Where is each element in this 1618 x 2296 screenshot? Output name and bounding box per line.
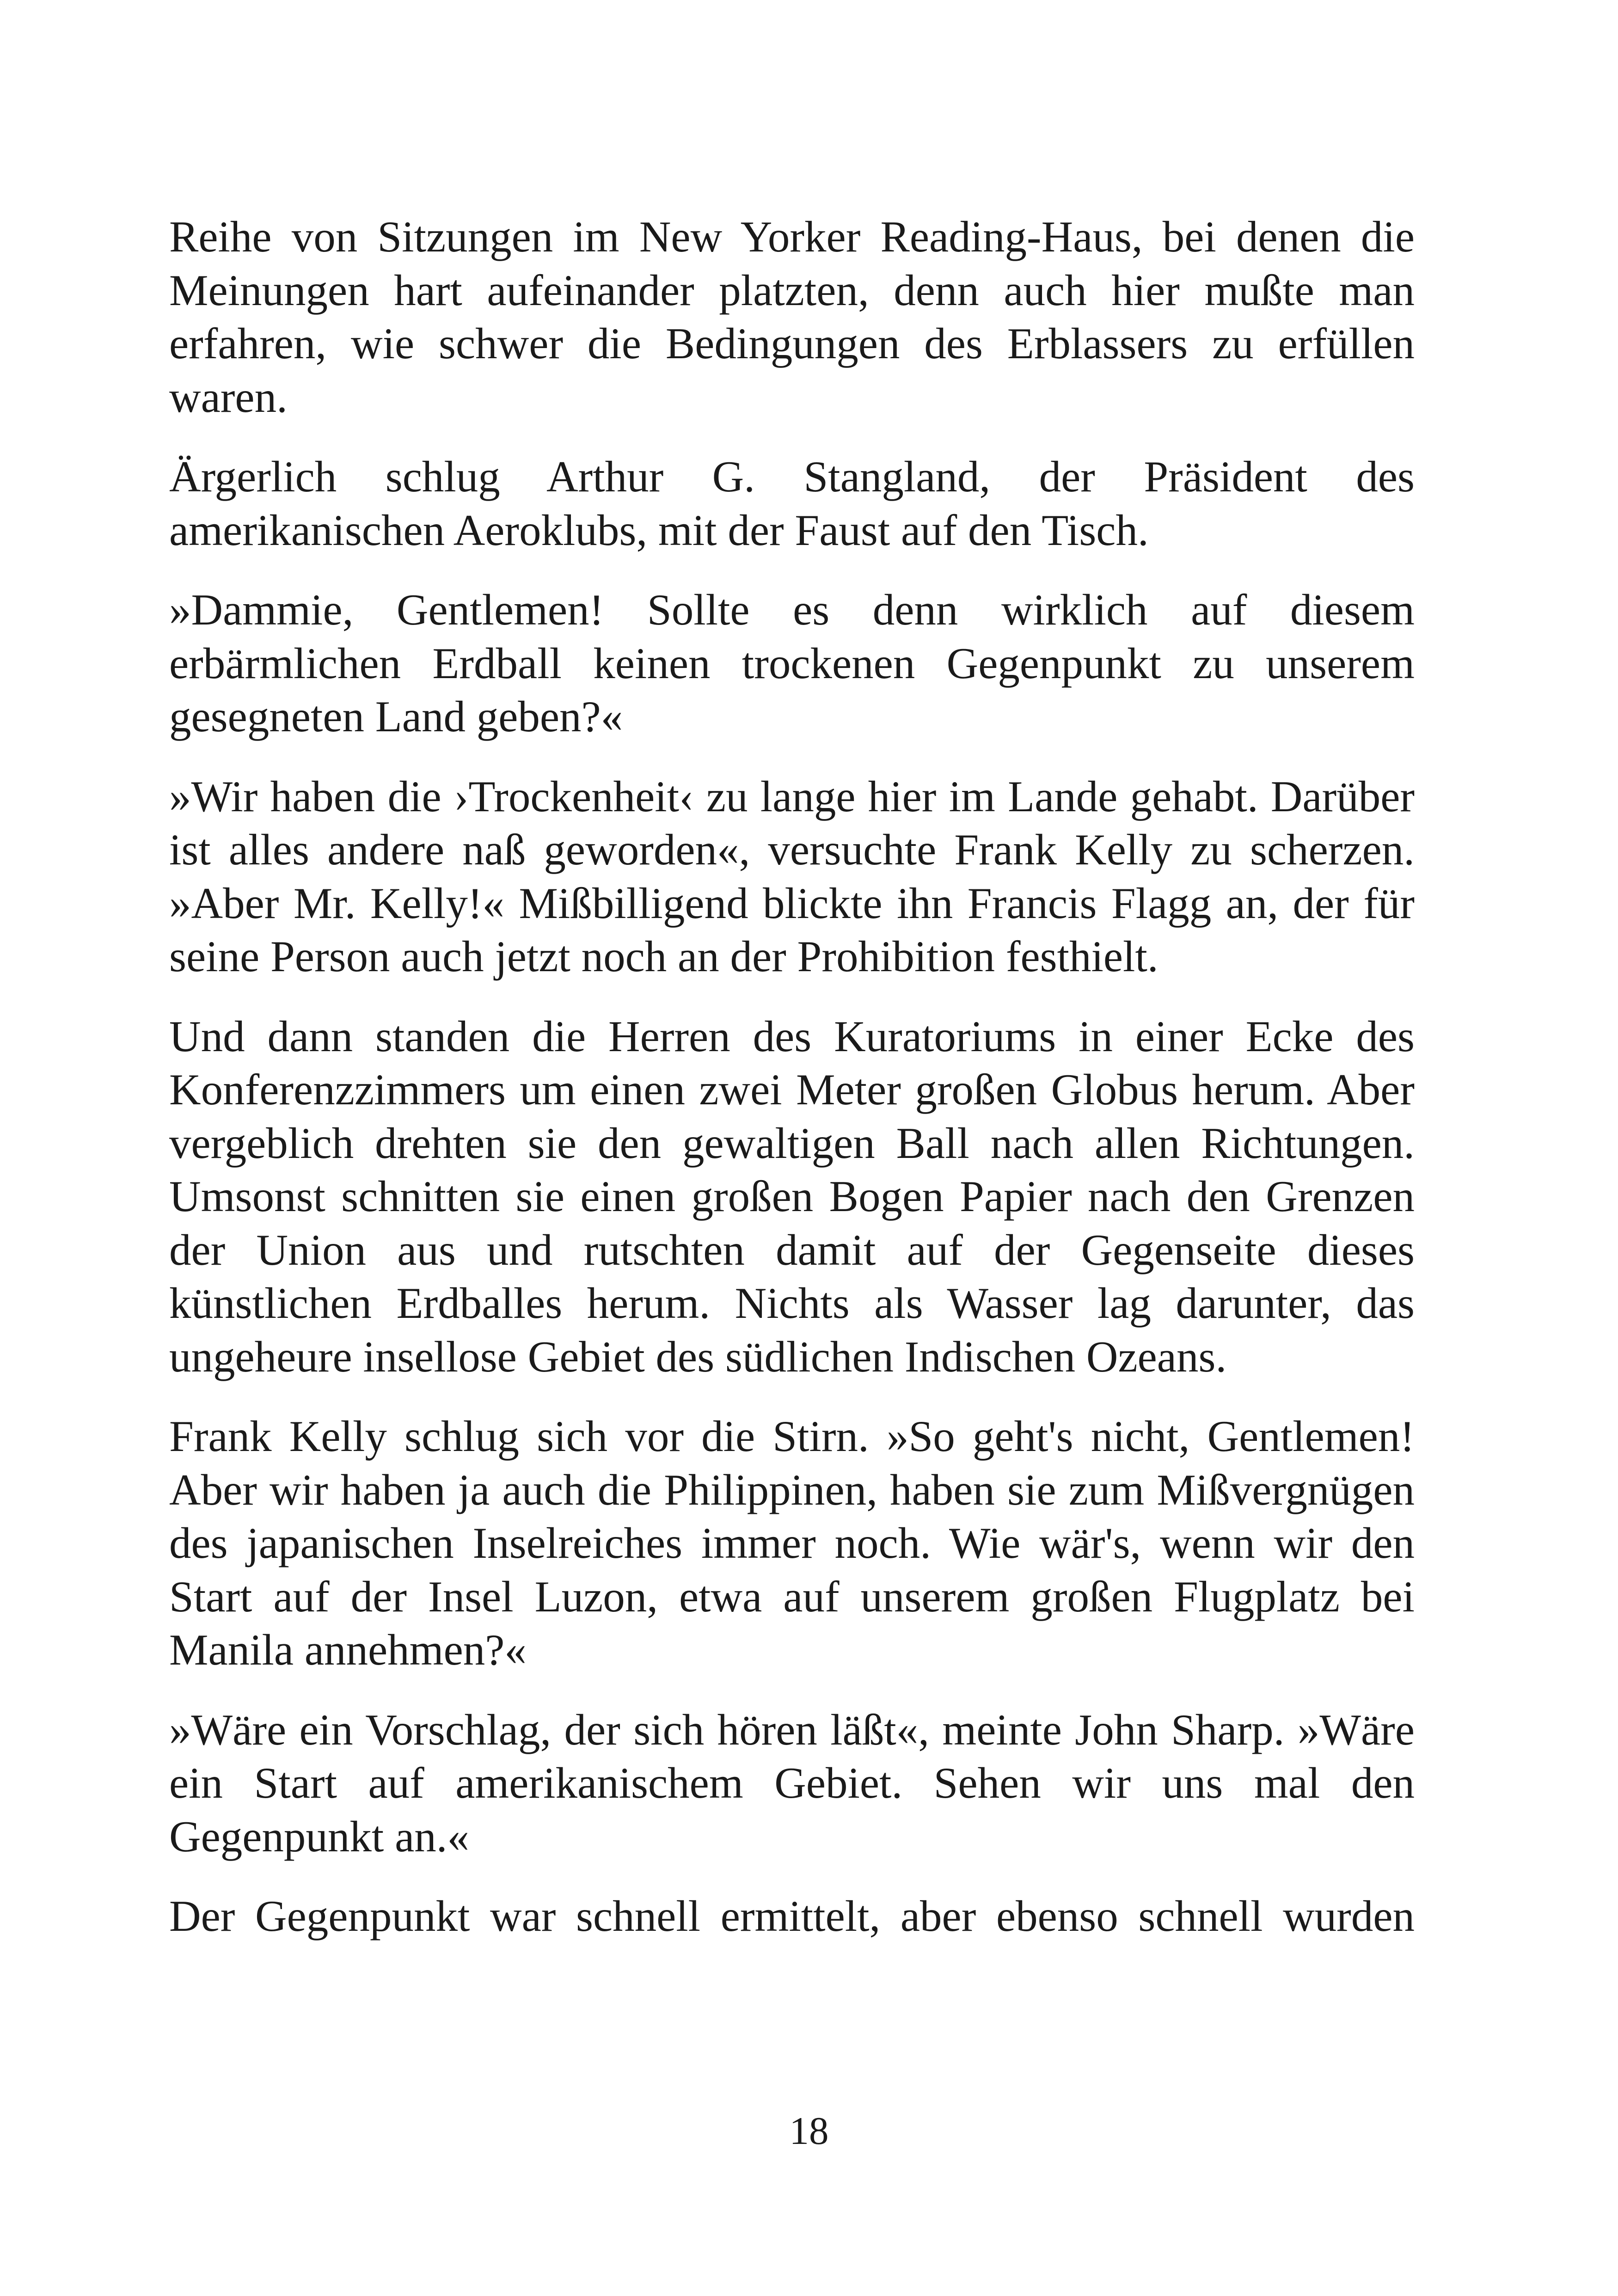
paragraph-8: Der Gegenpunkt war schnell ermittelt, aber ebenso schnell wurden: [169, 1892, 1415, 1941]
paragraph-1: Reihe von Sitzungen im New Yorker Reading-Haus, bei denen die Meinungen hart aufeinander platzten, denn auch hier mußte man erfahren, wie schwer die Bedingungen des Erblassers zu erfüllen waren.: [169, 212, 1415, 422]
paragraph-7: »Wäre ein Vorschlag, der sich hören läßt«, meinte John Sharp. »Wäre ein Start auf amerikanischem Gebiet. Sehen wir uns mal den Gegenpunkt an.«: [169, 1705, 1415, 1861]
paragraph-6: Frank Kelly schlug sich vor die Stirn. »So geht's nicht, Gentlemen! Aber wir haben ja auch die Philippinen, haben sie zum Mißvergnügen des japanischen Inselreiches immer noch. Wie wär's, wenn wir den Start auf der Insel Luzon, etwa auf unserem großen Flugplatz bei Manila annehmen?«: [169, 1412, 1415, 1674]
paragraph-5: Und dann standen die Herren des Kuratoriums in einer Ecke des Konferenzzimmers um einen zwei Meter großen Globus herum. Aber vergeblich drehten sie den gewaltigen Ball nach allen Richtungen. Umsonst schnitten sie einen großen Bogen Papier nach den Grenzen der Union aus und rutschten damit auf der Gegenseite dieses künstlichen Erdballes herum. Nichts als Wasser lag darunter, das ungeheure insellose Gebiet des südlichen Indischen Ozeans.: [169, 1011, 1415, 1381]
body-text: [169, 210, 1415, 1943]
paragraph-3: »Dammie, Gentlemen! Sollte es denn wirklich auf diesem erbärmlichen Erdball keinen trockenen Gegenpunkt zu unserem gesegneten Land geben?«: [169, 585, 1415, 741]
paragraph-2: Ärgerlich schlug Arthur G. Stangland, der Präsident des amerikanischen Aeroklubs, mit der Faust auf den Tisch.: [169, 452, 1415, 555]
page-number: 18: [789, 2109, 829, 2153]
paragraph-4: »Wir haben die ›Trockenheit‹ zu lange hier im Lande gehabt. Darüber ist alles andere naß geworden«, versuchte Frank Kelly zu scherzen. »Aber Mr. Kelly!« Mißbilligend blickte ihn Francis Flagg an, der für seine Person auch jetzt noch an der Prohibition festhielt.: [169, 771, 1415, 981]
